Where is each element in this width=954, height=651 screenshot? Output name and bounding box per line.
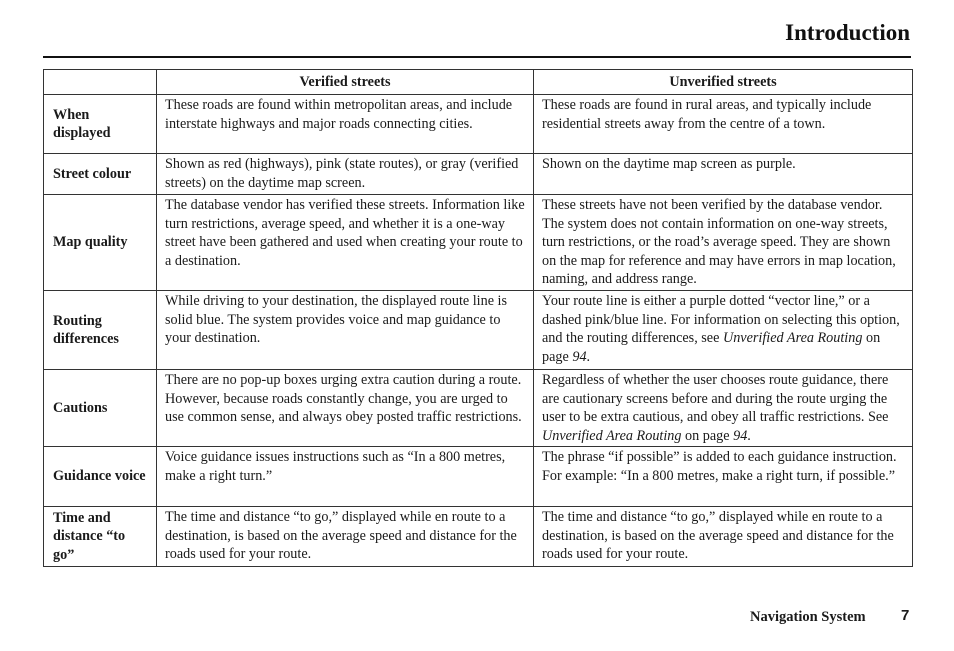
unverified-cell: These roads are found in rural areas, and typically include residential streets away from the centre of a town. — [534, 95, 913, 154]
page-reference-suffix: . — [747, 427, 751, 444]
unverified-cell — [534, 370, 913, 447]
row-label: Guidance voice — [44, 447, 157, 507]
verified-cell: The database vendor has verified these streets. Information like turn restrictions, average speed, and whether it is a one-way street have been gathered and used when creating your route to a destination. — [157, 195, 534, 291]
page-reference-link[interactable]: Unverified Area Routing — [722, 330, 863, 346]
title-rule — [43, 56, 911, 58]
row-label: Cautions — [44, 370, 157, 447]
unverified-cell: These streets have not been verified by the database vendor. The system does not contain information on one-way streets, turn restrictions, or the road’s average speed. They are shown on the map for reference and may have errors in map location, naming, and address range. — [534, 195, 913, 291]
verified-cell: The time and distance “to go,” displayed while en route to a destination, is based on the average speed and distance for the roads used for your route. — [157, 507, 534, 567]
page-reference-suffix: . — [586, 348, 591, 365]
comparison-table — [43, 69, 913, 567]
unverified-cell: The time and distance “to go,” displayed while en route to a destination, is based on the average speed and distance for the roads used for your route. — [534, 507, 913, 567]
verified-cell: While driving to your destination, the displayed route line is solid blue. The system provides voice and map guidance to your destination. — [157, 291, 534, 370]
verified-cell: Voice guidance issues instructions such as “In a 800 metres, make a right turn.” — [157, 447, 534, 507]
page-reference-prefix: on page — [681, 427, 734, 444]
page-reference-number[interactable]: 94 — [572, 348, 587, 365]
row-label: Street colour — [44, 154, 157, 195]
page-title: Introduction — [785, 20, 910, 45]
unverified-cell: Shown on the daytime map screen as purple. — [534, 154, 913, 195]
verified-cell: There are no pop-up boxes urging extra caution during a route. However, because roads constantly change, you are urged to use common sense, and always obey posted traffic restrictions. — [157, 370, 534, 447]
table-header-row — [44, 70, 913, 95]
column-header-verified: Verified streets — [157, 70, 534, 95]
table-row — [44, 370, 913, 447]
cell-text: Your route line is either a purple dotted “vector line,” or a dashed pink/blue line. For information on selecting this option, and the routing differences, see — [542, 293, 900, 346]
row-label: Map quality — [44, 195, 157, 291]
unverified-cell: The phrase “if possible” is added to each guidance instruction. For example: “In a 800 metres, make a right turn, if possible.” — [534, 447, 913, 507]
row-label: When displayed — [44, 95, 157, 154]
table-row — [44, 195, 913, 291]
table-row — [44, 291, 913, 370]
table-row — [44, 95, 913, 154]
column-header-empty — [44, 70, 157, 95]
cell-text: Regardless of whether the user chooses route guidance, there are cautionary screens before and during the route urging the user to be extra cautious, and obey all traffic restrictions. See — [542, 372, 889, 425]
unverified-cell — [534, 291, 913, 370]
row-label: Routing differences — [44, 291, 157, 370]
table-row — [44, 507, 913, 567]
table-row — [44, 154, 913, 195]
footer-section-label: Navigation System — [750, 609, 866, 625]
verified-cell: Shown as red (highways), pink (state routes), or gray (verified streets) on the daytime map screen. — [157, 154, 534, 195]
page-reference-link[interactable]: Unverified Area Routing — [542, 427, 682, 444]
column-header-unverified: Unverified streets — [534, 70, 913, 95]
page-reference-prefix: on page — [542, 330, 881, 365]
page-reference-number[interactable]: 94 — [733, 427, 748, 444]
footer-page-number: 7 — [901, 607, 910, 624]
verified-cell: These roads are found within metropolitan areas, and include interstate highways and major roads connecting cities. — [157, 95, 534, 154]
row-label: Time and distance “to go” — [44, 507, 157, 567]
table-row — [44, 447, 913, 507]
